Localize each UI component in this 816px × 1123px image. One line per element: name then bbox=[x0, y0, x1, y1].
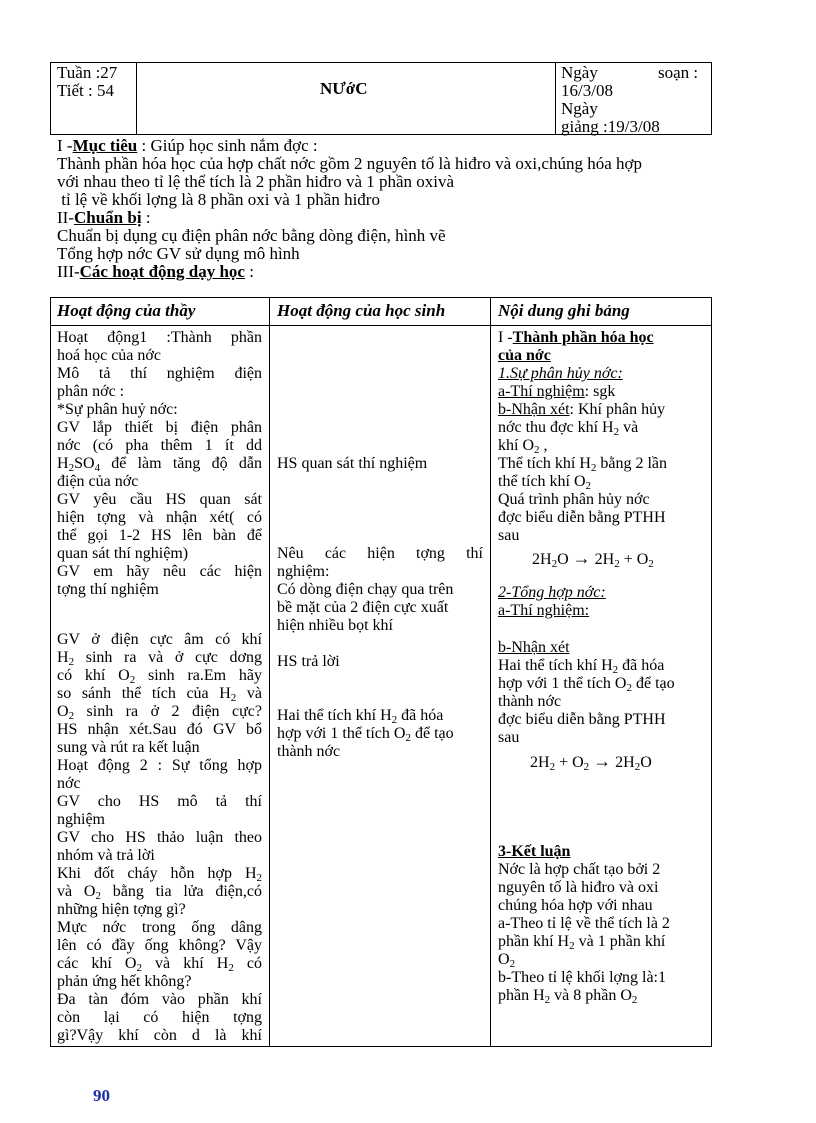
equation-synthesis: $2H_2 + O_2 \to 2H_2O$ bbox=[530, 751, 652, 773]
teacher-line: so sánh thể tích của $H_2$ và bbox=[57, 685, 262, 704]
student-line: Hai thể tích khí $H_2$ đã hóa bbox=[277, 707, 444, 726]
teacher-line: có khí $O_2$ sinh ra.Em hãy bbox=[57, 667, 262, 686]
col-header-student: Hoạt động của học sinh bbox=[277, 301, 446, 320]
teacher-line: GV lắp thiết bị điện phân bbox=[57, 419, 262, 436]
board-line: phần khí $H_2$ và 1 phần khí bbox=[498, 933, 666, 952]
board-line: thể tích khí $O_2$ bbox=[498, 473, 592, 492]
board-line: Hai thể tích khí $H_2$ đã hóa bbox=[498, 657, 665, 676]
board-sub2: 2-Tổng hợp nớc: bbox=[498, 584, 606, 601]
board-line: sau bbox=[498, 527, 520, 544]
teacher-line: GV yêu cầu HS quan sát bbox=[57, 491, 262, 508]
objective-line: với nhau theo tỉ lệ thể tích là 2 phần hiđro và 1 phần oxivà bbox=[57, 172, 455, 191]
teacher-line: lên có đầy ống không? Vậy bbox=[57, 937, 262, 954]
col-header-teacher: Hoạt động của thầy bbox=[57, 301, 196, 320]
teacher-line: nớc bbox=[57, 775, 81, 792]
objective-line: Thành phần hóa học của hợp chất nớc gồm 2 nguyên tố là hiđro và oxi,chúng hóa hợp bbox=[57, 154, 642, 173]
date-prepared-word: soạn : bbox=[658, 63, 699, 82]
board-line: khí $O_2$ , bbox=[498, 437, 548, 456]
teacher-line: và $O_2$ bằng tia lửa điện,có bbox=[57, 883, 262, 902]
board-sub1: 1.Sự phân hủy nớc: bbox=[498, 365, 623, 382]
student-answer: HS trả lời bbox=[277, 653, 340, 670]
board-line: sau bbox=[498, 729, 520, 746]
board-line: đợc biểu diễn bằng PTHH bbox=[498, 711, 666, 728]
board-conclusion bbox=[498, 861, 704, 1005]
student-conclusion bbox=[277, 707, 483, 761]
equation-decomposition: $2H_2O \to 2H_2 + O_2$ bbox=[532, 548, 654, 570]
week-label: Tuần :27 bbox=[57, 63, 118, 82]
preparation-heading: II-Chuẩn bị : bbox=[57, 208, 151, 227]
table-col-divider-2 bbox=[490, 297, 491, 1047]
teacher-line: còn lại có hiện tợng bbox=[57, 1009, 262, 1026]
objective-line: tỉ lệ về khối lợng là 8 phần oxi và 1 phần hiđro bbox=[57, 190, 380, 209]
activities-heading: III-Các hoạt động dạy học : bbox=[57, 262, 254, 281]
teacher-line: tợng thí nghiệm bbox=[57, 581, 159, 598]
preparation-line: Chuẩn bị dụng cụ điện phân nớc bằng dòng điện, hình vẽ bbox=[57, 226, 446, 245]
student-observe: HS quan sát thí nghiệm bbox=[277, 455, 428, 472]
teacher-column bbox=[57, 329, 262, 1046]
teacher-line: GV cho HS thảo luận theo bbox=[57, 829, 262, 846]
teacher-line: Khi đốt cháy hỗn hợp $H_2$ bbox=[57, 865, 262, 884]
date-taught-label: Ngày bbox=[561, 99, 598, 118]
table-header-rule bbox=[50, 325, 712, 326]
board-line: phần $H_2$ và 8 phần $O_2$ bbox=[498, 987, 638, 1006]
teacher-line: GV em hãy nêu các hiện bbox=[57, 563, 262, 580]
board-conclusion-heading: 3-Kết luận bbox=[498, 843, 571, 860]
teacher-line: GV cho HS mô tả thí bbox=[57, 793, 262, 810]
board-exp2-a: a-Thí nghiệm: bbox=[498, 602, 590, 619]
teacher-line: HS nhận xét.Sau đó GV bổ bbox=[57, 721, 262, 738]
board-line: Nớc là hợp chất tạo bởi 2 bbox=[498, 861, 661, 878]
board-line: nguyên tố là hiđro và oxi bbox=[498, 879, 659, 896]
board-line: chúng hóa hợp với nhau bbox=[498, 897, 653, 914]
board-line: a-Theo tỉ lệ về thể tích là 2 bbox=[498, 915, 670, 932]
student-line: bề mặt của 2 điện cực xuất bbox=[277, 599, 449, 616]
date-prepared-label: Ngày bbox=[561, 63, 598, 82]
student-line: Nêu các hiện tợng thí bbox=[277, 545, 483, 562]
teacher-line: Hoạt động 2 : Sự tổng hợp bbox=[57, 757, 262, 774]
lesson-title: NƯớC bbox=[320, 79, 368, 98]
teacher-line: điện của nớc bbox=[57, 473, 139, 490]
teacher-line: nghiệm bbox=[57, 811, 105, 828]
student-line: hợp với 1 thể tích $O_2$ để tạo bbox=[277, 725, 454, 744]
board-line: thành nớc bbox=[498, 693, 562, 710]
teacher-line: *Sự phân huỷ nớc: bbox=[57, 401, 178, 418]
board-decomp bbox=[498, 419, 704, 545]
date-prepared: 16/3/08 bbox=[561, 81, 613, 100]
teacher-line: sung và rút ra kết luận bbox=[57, 739, 200, 756]
teacher-line: quan sát thí nghiệm) bbox=[57, 545, 189, 562]
board-obs2-b: b-Nhận xét bbox=[498, 639, 570, 656]
teacher-line: Mực nớc trong ống dâng bbox=[57, 919, 262, 936]
teacher-line: Mô tả thí nghiệm điện bbox=[57, 365, 262, 382]
header-divider-2 bbox=[555, 62, 556, 135]
board-line: b-Theo tỉ lệ khối lợng là:1 bbox=[498, 969, 666, 986]
student-phenomena bbox=[277, 545, 483, 635]
board-exp-a: a-Thí nghiệm: sgk bbox=[498, 383, 616, 400]
board-section1-heading-2: của nớc bbox=[498, 347, 551, 364]
board-line: hợp với 1 thể tích $O_2$ để tạo bbox=[498, 675, 675, 694]
board-line: Thể tích khí $H_2$ bằng 2 lần bbox=[498, 455, 668, 474]
teacher-line: Đa tàn đóm vào phần khí bbox=[57, 991, 262, 1008]
period-label: Tiết : 54 bbox=[57, 81, 115, 100]
page-number: 90 bbox=[93, 1086, 110, 1105]
board-obs-b: b-Nhận xét: Khí phân hủy bbox=[498, 401, 666, 418]
table-col-divider-1 bbox=[269, 297, 270, 1047]
teacher-line: $H_2$ sinh ra và ở cực dơng bbox=[57, 649, 262, 668]
teacher-line: $O_2$ sinh ra ở 2 điện cực? bbox=[57, 703, 262, 722]
student-line: Có dòng điện chạy qua trên bbox=[277, 581, 454, 598]
teacher-line: phản ứng hết không? bbox=[57, 973, 192, 990]
arrow-right-icon: → bbox=[572, 548, 591, 568]
teacher-line: hoá học của nớc bbox=[57, 347, 161, 364]
teacher-line: phân nớc : bbox=[57, 383, 125, 400]
teacher-lines bbox=[57, 329, 262, 1045]
board-section1-heading: I -Thành phần hóa học bbox=[498, 329, 654, 346]
board-line: Quá trình phân hủy nớc bbox=[498, 491, 650, 508]
board-line: $O_2$ bbox=[498, 951, 516, 970]
header-divider-1 bbox=[136, 62, 137, 135]
teacher-line: các khí $O_2$ và khí $H_2$ có bbox=[57, 955, 262, 974]
col-header-board: Nội dung ghi bảng bbox=[498, 301, 630, 320]
teacher-line: $H_2SO_4$ để làm tăng độ dẫn bbox=[57, 455, 262, 474]
arrow-right-icon: → bbox=[593, 751, 612, 771]
teacher-line: nhóm và trả lời bbox=[57, 847, 155, 864]
teacher-line: Hoạt động1 :Thành phần bbox=[57, 329, 262, 346]
board-line: nớc thu đợc khí $H_2$ và bbox=[498, 419, 639, 438]
board-line: đợc biểu diễn bằng PTHH bbox=[498, 509, 666, 526]
preparation-line: Tổng hợp nớc GV sử dụng mô hình bbox=[57, 244, 300, 263]
teacher-line: gì?Vậy khí còn d là khí bbox=[57, 1027, 262, 1044]
teacher-line: hiện tợng và nhận xét( có bbox=[57, 509, 262, 526]
teacher-line: những hiện tợng gì? bbox=[57, 901, 186, 918]
board-synth bbox=[498, 657, 704, 747]
teacher-line: GV ở điện cực âm có khí bbox=[57, 631, 262, 648]
date-taught: giảng :19/3/08 bbox=[561, 117, 660, 136]
student-line: nghiệm: bbox=[277, 563, 330, 580]
teacher-line: thể gọi 1-2 HS lên bàn để bbox=[57, 527, 262, 544]
objectives-heading: I -Mục tiêu : Giúp học sinh nắm đợc : bbox=[57, 136, 318, 155]
teacher-line: nớc (có pha thêm 1 ít dd bbox=[57, 437, 262, 454]
student-line: hiện nhiều bọt khí bbox=[277, 617, 393, 634]
student-line: thành nớc bbox=[277, 743, 341, 760]
